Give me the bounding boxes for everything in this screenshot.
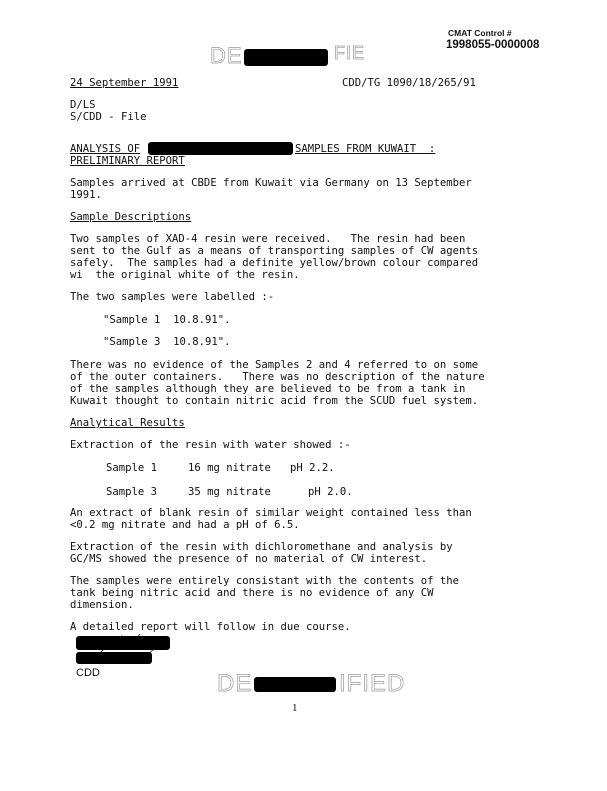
result-amount: 35 mg nitrate xyxy=(188,486,271,498)
paragraph-line: The samples were entirely consistant with the contents of the xyxy=(70,575,460,587)
paragraph-line: Two samples of XAD-4 resin were received. The resin had been xyxy=(70,233,466,245)
declassified-stamp-top-left: DE xyxy=(210,43,243,68)
sample-label-1: "Sample 1 10.8.91". xyxy=(103,314,231,326)
control-label: CMAT Control # xyxy=(448,28,512,38)
section-heading-sample-descriptions: Sample Descriptions xyxy=(70,211,192,223)
memo-date: 24 September 1991 xyxy=(70,77,179,89)
intro-line-1: Samples arrived at CBDE from Kuwait via Germany on 13 September xyxy=(70,177,472,189)
paragraph-line: safely. The samples had a definite yellow/brown colour compared xyxy=(70,257,479,269)
redaction-block xyxy=(76,636,170,650)
redaction-block xyxy=(244,49,328,66)
paragraph-line: sent to the Gulf as a means of transporting samples of CW agents xyxy=(70,245,479,257)
result-sample: Sample 3 xyxy=(106,486,158,498)
paragraph-line: tank being nitric acid and there is no evidence of any CW xyxy=(70,587,434,599)
declassified-stamp-bottom-left: DE xyxy=(217,670,253,697)
distribution-1: D/LS xyxy=(70,99,96,111)
control-number: 1998055-0000008 xyxy=(446,39,540,51)
title-end: SAMPLES FROM KUWAIT : xyxy=(295,143,436,155)
extraction-intro: Extraction of the resin with water showed :- xyxy=(70,439,351,451)
title-line2: PRELIMINARY REPORT xyxy=(70,155,185,167)
distribution-2: S/CDD - File xyxy=(70,111,147,123)
sample-label-2: "Sample 3 10.8.91". xyxy=(103,336,231,348)
paragraph-line: of the samples although they are believed to be from a tank in xyxy=(70,383,466,395)
paragraph-line: Kuwait thought to contain nitric acid from the SCUD fuel system. xyxy=(70,395,479,407)
labelled-intro: The two samples were labelled :- xyxy=(70,291,275,303)
paragraph-line: <0.2 mg nitrate and had a pH of 6.5. xyxy=(70,519,300,531)
result-ph: pH 2.0. xyxy=(308,486,353,498)
paragraph-line: wi the original white of the resin. xyxy=(70,269,300,281)
page-number: 1 xyxy=(292,702,298,714)
followup-line: A detailed report will follow in due course. xyxy=(70,621,351,633)
paragraph-line: Extraction of the resin with dichloromethane and analysis by xyxy=(70,541,453,553)
declassified-stamp-bottom-right: IFIED xyxy=(339,670,406,697)
redaction-block xyxy=(254,677,336,692)
declassified-stamp-top-right: FIE xyxy=(334,43,366,63)
paragraph-line: An extract of blank resin of similar weight contained less than xyxy=(70,507,472,519)
result-amount: 16 mg nitrate xyxy=(188,462,271,474)
signature-role: CDD xyxy=(76,667,100,679)
redaction-block xyxy=(148,142,293,155)
paragraph-line: There was no evidence of the Samples 2 and 4 referred to on some xyxy=(70,359,479,371)
result-sample: Sample 1 xyxy=(106,462,158,474)
section-heading-analytical-results: Analytical Results xyxy=(70,417,185,429)
title-start: ANALYSIS OF xyxy=(70,143,141,155)
paragraph-line: of the outer containers. There was no description of the nature xyxy=(70,371,485,383)
paragraph-line: dimension. xyxy=(70,599,134,611)
reference-number: CDD/TG 1090/18/265/91 xyxy=(342,77,476,89)
intro-line-2: 1991. xyxy=(70,189,102,201)
redaction-block xyxy=(76,652,152,664)
result-ph: pH 2.2. xyxy=(290,462,335,474)
paragraph-line: GC/MS showed the presence of no material of CW interest. xyxy=(70,553,428,565)
